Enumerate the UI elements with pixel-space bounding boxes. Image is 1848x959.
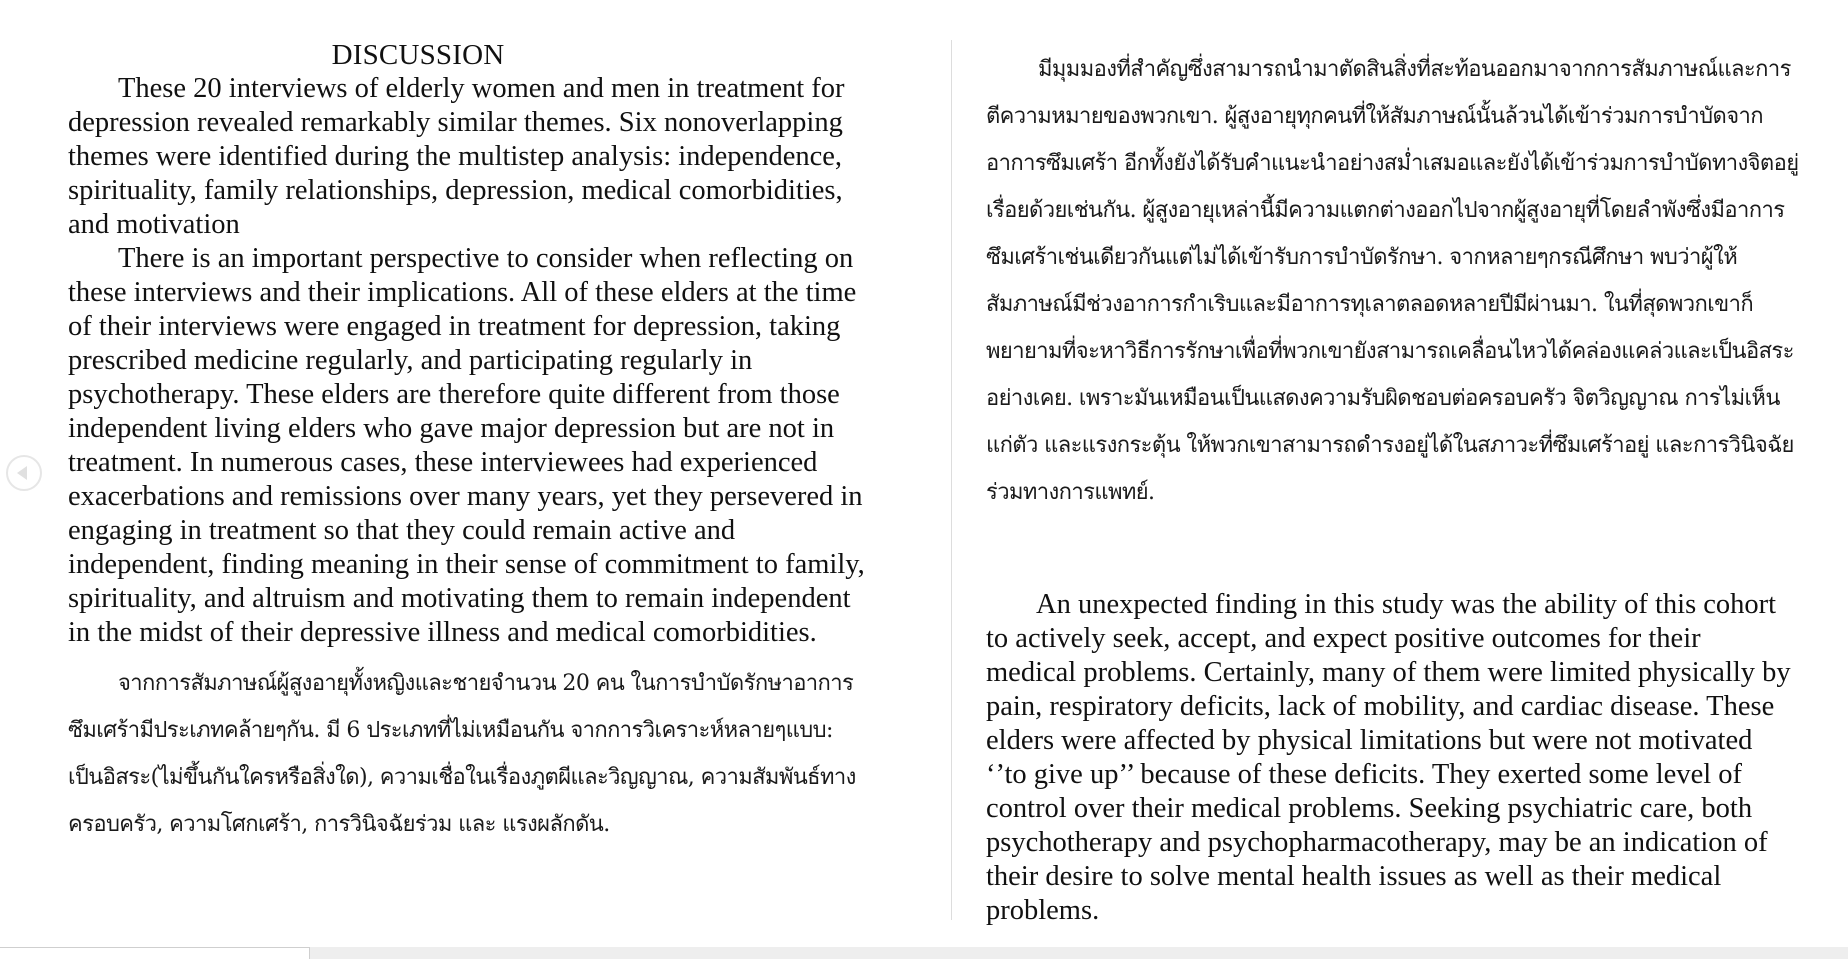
text-line: ซึมเศร้ามีประเภทคล้ายๆกัน. มี 6 ประเภทที่ไม่เหมือนกัน จากการวิเคราะห์หลายๆแบบ: <box>68 718 833 743</box>
text-line: to actively seek, accept, and expect positive outcomes for their <box>986 623 1701 654</box>
bottom-tab[interactable] <box>0 947 310 959</box>
text-line: พยายามที่จะหาวิธีการรักษาเพื่อที่พวกเขายังสามารถเคลื่อนไหวได้คล่องแคล่วและเป็นอิสระ <box>986 339 1794 364</box>
text-line: ครอบครัว, ความโศกเศร้า, การวินิจฉัยร่วม และ แรงผลักดัน. <box>68 812 610 837</box>
text-line: spirituality, family relationships, depression, medical comorbidities, <box>68 175 843 206</box>
text-line: สัมภาษณ์มีช่วงอาการกำเริบและมีอาการทุเลาตลอดหลายปีมีผ่านมา. ในที่สุดพวกเขาก็ <box>986 292 1754 317</box>
thai-paragraph-perspective <box>986 46 1832 516</box>
text-line: An unexpected finding in this study was the ability of this cohort <box>1036 589 1777 620</box>
right-column <box>986 46 1832 928</box>
text-line: themes were identified during the multistep analysis: independence, <box>68 141 843 172</box>
text-line: prescribed medicine regularly, and participating regularly in <box>68 345 753 376</box>
chevron-left-circle-icon[interactable] <box>6 455 42 491</box>
text-line: pain, respiratory deficits, lack of mobility, and cardiac disease. These <box>986 691 1775 722</box>
text-line: มีมุมมองที่สำคัญซึ่งสามารถนำมาตัดสินสิ่งที่สะท้อนออกมาจากการสัมภาษณ์และการ <box>1038 57 1791 82</box>
text-line: จากการสัมภาษณ์ผู้สูงอายุทั้งหญิงและชายจำนวน 20 คน ในการบำบัดรักษาอาการ <box>118 671 854 696</box>
left-column <box>68 38 916 848</box>
text-line: medical problems. Certainly, many of them were limited physically by <box>986 657 1791 688</box>
text-line: problems. <box>986 895 1100 926</box>
text-line: independent, finding meaning in their sense of commitment to family, <box>68 549 865 580</box>
text-line: ร่วมทางการแพทย์. <box>986 480 1155 505</box>
text-line: เรื่อยด้วยเช่นกัน. ผู้สูงอายุเหล่านี้มีความแตกต่างออกไปจากผู้สูงอายุที่โดยลำพังซึ่งมีอาการ <box>986 198 1785 223</box>
text-line: อย่างเคย. เพราะมันเหมือนเป็นแสดงความรับผิดชอบต่อครอบครัว จิตวิญญาณ การไม่เห็น <box>986 386 1780 411</box>
text-line: psychotherapy. These elders are therefore quite different from those <box>68 379 840 410</box>
text-line: their desire to solve mental health issues as well as their medical <box>986 861 1722 892</box>
text-line: These 20 interviews of elderly women and men in treatment for <box>118 73 845 104</box>
text-line: แก่ตัว และแรงกระตุ้น ให้พวกเขาสามารถดำรงอยู่ได้ในสภาวะที่ซึมเศร้าอยู่ และการวินิจฉัย <box>986 433 1794 458</box>
text-line: depression revealed remarkably similar themes. Six nonoverlapping <box>68 107 843 138</box>
text-line: ‘’to give up’’ because of these deficits. They exerted some level of <box>986 759 1743 790</box>
text-line: exacerbations and remissions over many years, yet they persevered in <box>68 481 863 512</box>
paragraph-themes <box>68 72 916 242</box>
text-line: psychotherapy and psychopharmacotherapy, may be an indication of <box>986 827 1768 858</box>
text-line: treatment. In numerous cases, these interviewees had experienced <box>68 447 818 478</box>
section-heading: DISCUSSION <box>331 39 505 71</box>
column-divider <box>951 40 952 920</box>
text-line: in the midst of their depressive illness and medical comorbidities. <box>68 617 817 648</box>
text-line: เป็นอิสระ(ไม่ขึ้นกันใครหรือสิ่งใด), ความเชื่อในเรื่องภูตผีและวิญญาณ, ความสัมพันธ์ทาง <box>68 765 856 790</box>
text-line: of their interviews were engaged in treatment for depression, taking <box>68 311 841 342</box>
text-line: อาการซึมเศร้า อีกทั้งยังได้รับคำแนะนำอย่างสม่ำเสมอและยังได้เข้าร่วมการบำบัดทางจิตอยู่ <box>986 151 1799 176</box>
paragraph-unexpected-finding <box>986 588 1832 928</box>
text-line: spirituality, and altruism and motivating them to remain independent <box>68 583 851 614</box>
text-line: There is an important perspective to consider when reflecting on <box>118 243 854 274</box>
paragraph-perspective <box>68 242 916 650</box>
text-line: elders were affected by physical limitations but were not motivated <box>986 725 1753 756</box>
text-line: control over their medical problems. Seeking psychiatric care, both <box>986 793 1753 824</box>
text-line: these interviews and their implications. All of these elders at the time <box>68 277 857 308</box>
text-line: engaging in treatment so that they could remain active and <box>68 515 736 546</box>
thai-paragraph-summary <box>68 660 916 848</box>
text-line: and motivation <box>68 209 240 240</box>
text-line: ตีความหมายของพวกเขา. ผู้สูงอายุทุกคนที่ให้สัมภาษณ์นั้นล้วนได้เข้าร่วมการบำบัดจาก <box>986 104 1763 129</box>
text-line: independent living elders who gave major depression but are not in <box>68 413 835 444</box>
text-line: ซึมเศร้าเช่นเดียวกันแต่ไม่ได้เข้ารับการบำบัดรักษา. จากหลายๆกรณีศึกษา พบว่าผู้ให้ <box>986 245 1738 270</box>
